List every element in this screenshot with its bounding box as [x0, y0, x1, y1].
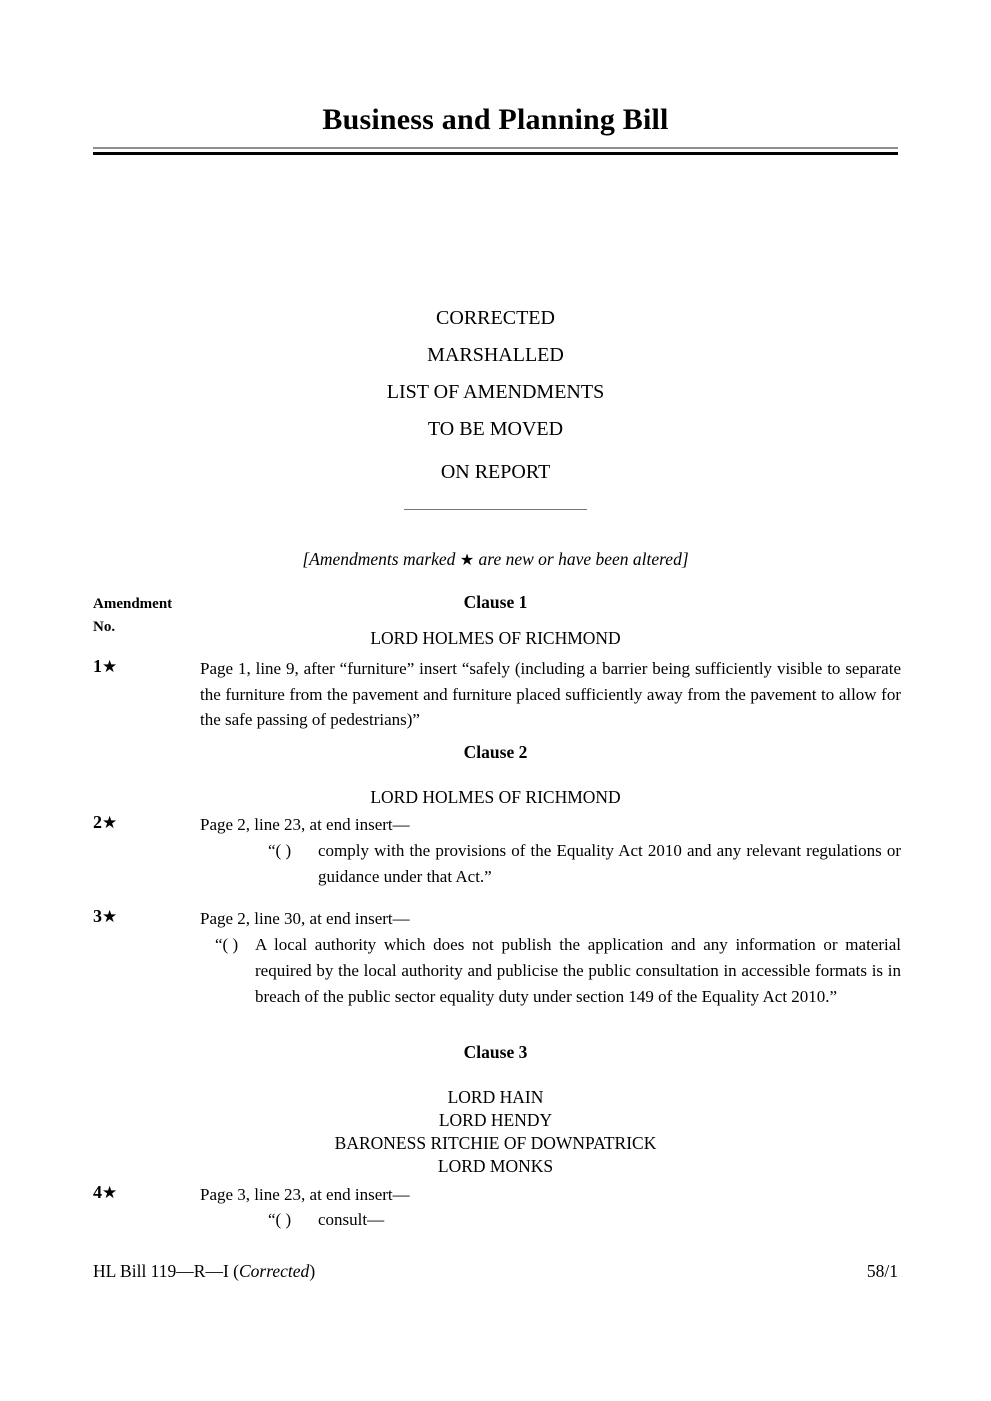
- bill-title: Business and Planning Bill: [322, 103, 669, 136]
- amendment-instruction: Page 1, line 9, after “furniture” insert “safely (including a barrier being sufficiently visible to separate the furniture from the pavement and furniture placed sufficiently away from the pavement to allow for the safe passing of pedestrians)”: [200, 659, 901, 729]
- stage-heading-line: CORRECTED: [436, 307, 555, 329]
- subsection-text: comply with the provisions of the Equality Act 2010 and any relevant regulations or guidance under that Act.”: [318, 841, 901, 886]
- sponsor-name: LORD HENDY: [438, 1110, 553, 1130]
- subsection-text: consult—: [318, 1210, 385, 1229]
- sheet-number: 58/1: [866, 1261, 898, 1281]
- star-icon: ★: [459, 552, 475, 569]
- sponsor-list: [0, 1086, 991, 1178]
- amendment-instruction: Page 2, line 30, at end insert—: [200, 909, 410, 928]
- amendment-instruction: Page 2, line 23, at end insert—: [200, 815, 410, 834]
- sponsor-list: [0, 786, 991, 809]
- subsection-marker: “( ): [215, 935, 239, 954]
- note-prefix: [Amendments marked: [302, 549, 460, 569]
- amendment-number: 2★: [93, 812, 118, 832]
- sponsor-list: [0, 627, 991, 650]
- new-amendment-star-icon: ★: [102, 907, 118, 926]
- clause-heading: Clause 2: [463, 742, 528, 762]
- sponsor-name: LORD HOLMES OF RICHMOND: [370, 628, 621, 648]
- sponsor-name: LORD HAIN: [447, 1087, 544, 1107]
- sponsor-name: LORD HOLMES OF RICHMOND: [370, 787, 621, 807]
- amendment-no-label: Amendment No.: [93, 596, 173, 635]
- new-amendment-star-icon: ★: [102, 657, 118, 676]
- stage-heading-line: ON REPORT: [440, 461, 551, 483]
- subsection-marker: “( ): [268, 1210, 292, 1229]
- amendment-2-subsection: [268, 838, 901, 890]
- new-amendment-star-icon: ★: [102, 813, 118, 832]
- clause-heading: Clause 3: [463, 1042, 528, 1062]
- amendment-4-subsection: [268, 1207, 901, 1233]
- new-amendment-star-icon: ★: [102, 1183, 118, 1202]
- clause-heading: Clause 1: [463, 592, 528, 612]
- amendment-number: 1★: [93, 656, 118, 676]
- subsection-text: A local authority which does not publish the application and any information or material required by the local authority and publicise the public consultation in accessible formats is in breach of the public sector equality duty under section 149 of the Equality Act 2010.”: [255, 935, 901, 1006]
- stage-heading-line: LIST OF AMENDMENTS: [386, 381, 605, 403]
- stage-heading-block: [0, 300, 991, 491]
- sponsor-name: BARONESS RITCHIE OF DOWNPATRICK: [334, 1133, 657, 1153]
- note-suffix: are new or have been altered]: [474, 549, 689, 569]
- title-rule: [93, 147, 898, 154]
- separator-rule: [404, 509, 587, 510]
- subsection-marker: “( ): [268, 841, 292, 860]
- page-footer: [93, 1261, 898, 1282]
- stage-heading-line: MARSHALLED: [427, 344, 564, 366]
- amendment-instruction: Page 3, line 23, at end insert—: [200, 1185, 410, 1204]
- bill-reference: HL Bill 119—R—I (Corrected): [93, 1261, 316, 1281]
- amendment-3-subsection: [215, 932, 901, 1010]
- amendment-number: 3★: [93, 906, 118, 926]
- stage-heading-line: TO BE MOVED: [427, 418, 564, 440]
- amendment-number: 4★: [93, 1182, 118, 1202]
- star-legend-note: [0, 549, 991, 570]
- sponsor-name: LORD MONKS: [437, 1156, 554, 1176]
